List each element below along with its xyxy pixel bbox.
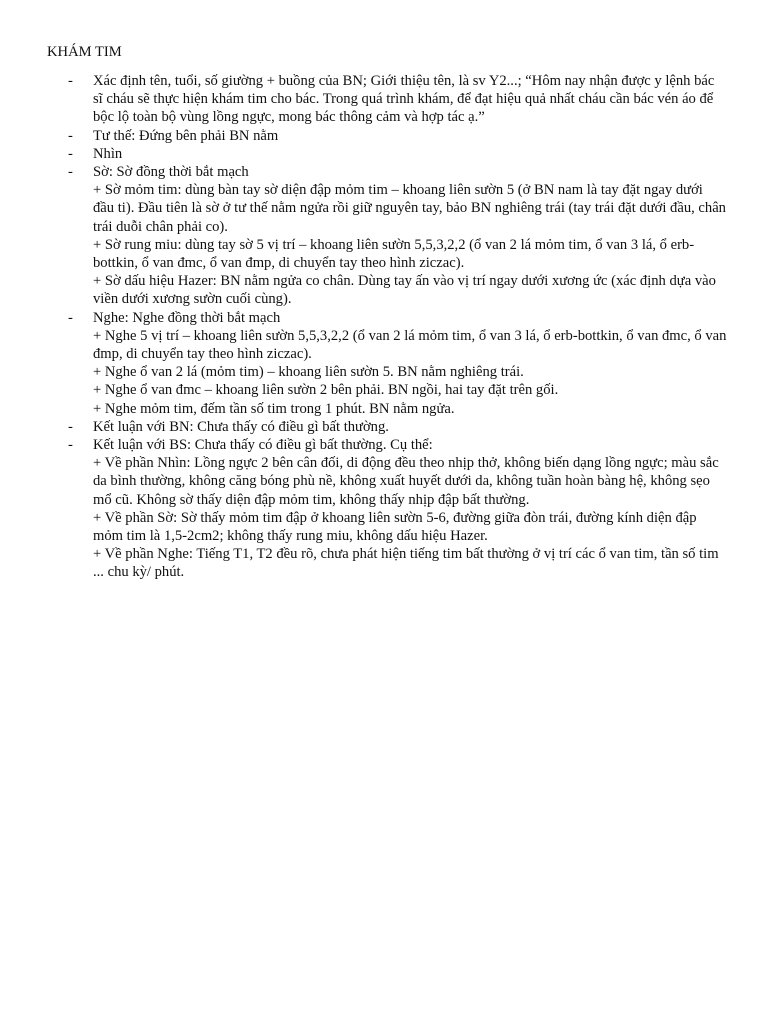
item-subline: + Sờ dấu hiệu Hazer: BN nằm ngửa co chân. Dùng tay ấn vào vị trí ngay dưới xương ức (xác định dựa vào viền dưới xương sườn cuối cùng). xyxy=(93,273,716,308)
bullet-dash: - xyxy=(68,73,73,89)
item-subline: + Nghe 5 vị trí – khoang liên sườn 5,5,3,2,2 (ổ van 2 lá mỏm tim, ổ van 3 lá, ổ erb-bottkin, ổ van đmc, ổ van đmp, di chuyển tay theo hình ziczac). xyxy=(93,327,727,363)
item-text: Kết luận với BS: Chưa thấy có điều gì bất thường. Cụ thể: xyxy=(93,437,433,454)
bullet-dash: - xyxy=(68,145,73,162)
list-item xyxy=(47,418,727,436)
item-text: Kết luận với BN: Chưa thấy có điều gì bất thường. xyxy=(93,418,389,435)
bullet-dash: - xyxy=(68,127,73,144)
list-item xyxy=(47,309,727,418)
item-subline: + Về phần Nhìn: Lồng ngực 2 bên cân đối, di động đều theo nhịp thở, không biến dạng lồng ngực; màu sắc da bình thường, không căng bóng phù nề, không xuất huyết dưới da, không tuần hoàn bàng hệ, không sẹo mổ cũ. Không sờ thấy diện đập mỏm tim, không thấy nhịp đập bất thường. xyxy=(93,455,719,508)
list-item xyxy=(47,436,727,582)
item-subline: + Nghe ổ van đmc – khoang liên sườn 2 bên phải. BN ngồi, hai tay đặt trên gối. xyxy=(93,382,559,399)
bullet-dash: - xyxy=(68,437,73,454)
list-item xyxy=(47,127,727,145)
item-subline: + Sờ mỏm tim: dùng bàn tay sờ diện đập mỏm tim – khoang liên sườn 5 (ở BN nam là tay đặt ngay dưới đầu ti). Đầu tiên là sờ ở tư thế nằm ngửa rồi giữ nguyên tay, bảo BN nghiêng trái (tay trái đặt dưới đầu, chân trái duỗi chân phải co). xyxy=(93,182,726,235)
item-text: Xác định tên, tuổi, số giường + buồng của BN; Giới thiệu tên, là sv Y2...; “Hôm nay nhận được y lệnh bác sĩ cháu sẽ thực hiện khám tim cho bác. Trong quá trình khám, để đạt hiệu quả nhất cháu cần bác vén áo để bộc lộ toàn bộ vùng lồng ngực, mong bác thông cảm và hợp tác ạ.” xyxy=(93,73,715,126)
item-text: Tư thế: Đứng bên phải BN nằm xyxy=(93,127,279,144)
item-subline: + Về phần Sờ: Sờ thấy mỏm tim đập ở khoang liên sườn 5-6, đường giữa đòn trái, đường kính diện đập mỏm tim là 1,5-2cm2; không thấy rung miu, không dấu hiệu Hazer. xyxy=(93,509,697,545)
item-text: Nghe: Nghe đồng thời bắt mạch xyxy=(93,309,281,326)
bullet-dash: - xyxy=(68,309,73,326)
item-subline: + Về phần Nghe: Tiếng T1, T2 đều rõ, chưa phát hiện tiếng tim bất thường ở vị trí các ổ van tim, tần số tim ... chu kỳ/ phút. xyxy=(93,546,719,581)
exam-steps-list xyxy=(47,72,727,582)
item-text: Sờ: Sờ đồng thời bắt mạch xyxy=(93,164,249,181)
list-item xyxy=(47,163,727,309)
list-item xyxy=(47,145,727,163)
item-subline: + Sờ rung miu: dùng tay sờ 5 vị trí – khoang liên sườn 5,5,3,2,2 (ổ van 2 lá mỏm tim, ổ van 3 lá, ổ erb-bottkin, ổ van đmc, ổ van đmp, di chuyển tay theo hình ziczac). xyxy=(93,236,695,272)
bullet-dash: - xyxy=(68,418,73,435)
bullet-dash: - xyxy=(68,164,73,181)
item-subline: + Nghe ổ van 2 lá (mỏm tim) – khoang liên sườn 5. BN nằm nghiêng trái. xyxy=(93,364,524,381)
item-subline: + Nghe mỏm tim, đếm tần số tim trong 1 phút. BN nằm ngửa. xyxy=(93,400,455,417)
document-title: KHÁM TIM xyxy=(47,44,122,60)
list-item xyxy=(47,72,727,127)
item-text: Nhìn xyxy=(93,145,123,162)
